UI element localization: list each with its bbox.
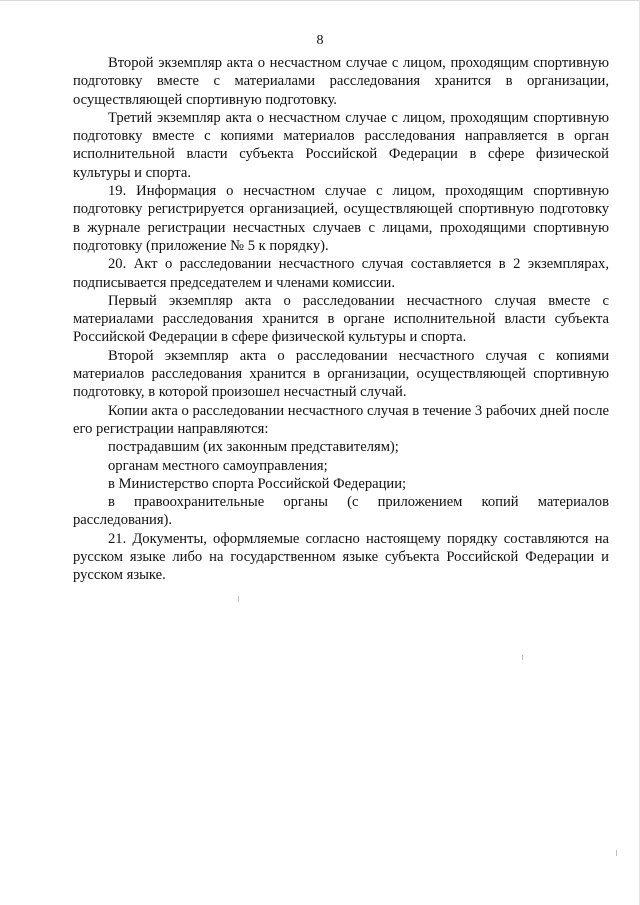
scan-speck [522, 655, 523, 660]
list-item-local-government: органам местного самоуправления; [108, 457, 328, 474]
paragraph-clause-20: 20. Акт о расследовании несчастного случая составляется в 2 экземплярах, подписывается председателем и членами комиссии. [73, 256, 609, 291]
scan-speck [238, 596, 239, 602]
paragraph-second-copy-investigation: Второй экземпляр акта о расследовании несчастного случая с копиями материалов расследования хранится в организации, осуществляющей спортивную подготовку, в которой произошел несчастный случай. [73, 347, 609, 401]
paragraph-second-copy: Второй экземпляр акта о несчастном случае с лицом, проходящим спортивную подготовку вместе с материалами расследования хранится в организации, осуществляющей спортивную подготовку. [73, 55, 609, 108]
list-item-ministry: в Министерство спорта Российской Федерации; [108, 475, 407, 492]
paragraph-clause-19: 19. Информация о несчастном случае с лицом, проходящим спортивную подготовку регистрируется организацией, осуществляющей спортивную подготовку в журнале регистрации несчастных случаев с лицами, проходящими спортивную подготовку (приложение № 5 к порядку). [73, 183, 609, 254]
scan-speck [616, 850, 617, 856]
list-item-victims: пострадавшим (их законным представителям); [108, 439, 399, 456]
page-number: 8 [316, 33, 324, 48]
paragraph-first-copy-investigation: Первый экземпляр акта о расследовании несчастного случая вместе с материалами расследования хранится в органе исполнительной власти субъекта Российской Федерации в сфере физической культуры и спорта. [73, 292, 609, 346]
paragraph-clause-21: 21. Документы, оформляемые согласно настоящему порядку составляются на русском языке либо на государственном языке субъекта Российской Федерации и русском языке. [73, 530, 609, 584]
document-body [73, 54, 609, 585]
list-item-law-enforcement: в правоохранительные органы (с приложением копий материалов расследования). [73, 494, 609, 529]
page-top-edge [0, 0, 640, 1]
paragraph-third-copy: Третий экземпляр акта о несчастном случае с лицом, проходящим спортивную подготовку вместе с копиями материалов расследования направляется в орган исполнительной власти субъекта Российской Федерации в сфере физической культуры и спорта. [73, 109, 609, 181]
paragraph-copies-distribution: Копии акта о расследовании несчастного случая в течение 3 рабочих дней после его регистрации направляются: [73, 402, 609, 437]
